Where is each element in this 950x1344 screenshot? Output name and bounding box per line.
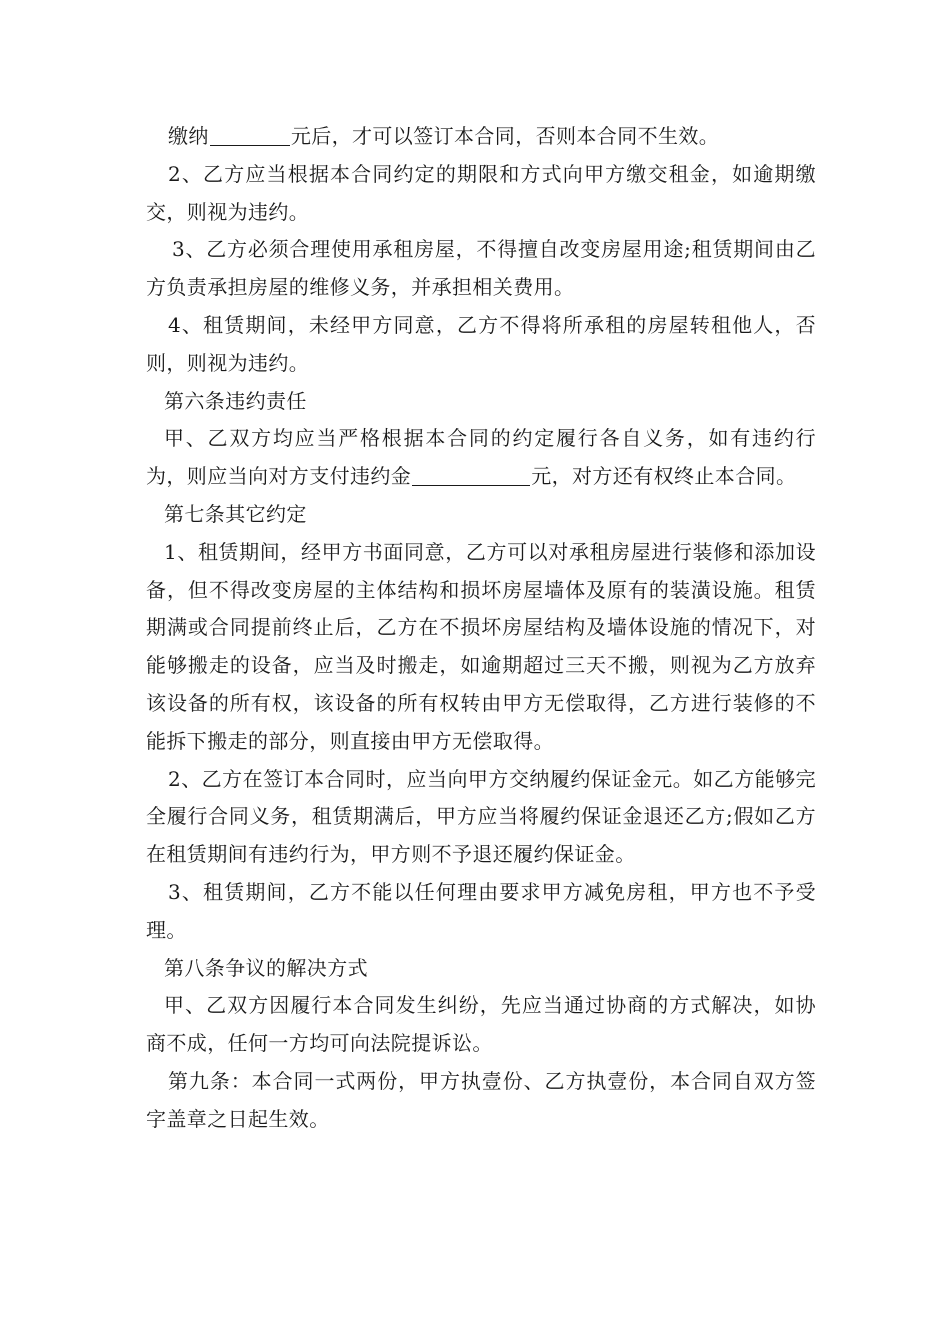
paragraph-liability	[146, 420, 816, 496]
paragraph-other-2: 2、乙方在签订本合同时，应当向甲方交纳履约保证金元。如乙方能够完全履行合同义务，租赁期满后，甲方应当将履约保证金退还乙方;假如乙方在租赁期间有违约行为，甲方则不予退还履约保证金。	[146, 766, 816, 867]
paragraph-other-3: 3、租赁期间，乙方不能以任何理由要求甲方减免房租，甲方也不予受理。	[146, 879, 816, 942]
blank-line	[210, 123, 290, 146]
section-heading-6: 第六条违约责任	[164, 388, 307, 413]
blank-line	[412, 463, 530, 486]
document-page	[146, 118, 816, 1139]
section-heading-8: 第八条争议的解决方式	[164, 955, 368, 980]
paragraph-deposit	[146, 118, 816, 156]
text-segment: 缴纳	[168, 124, 209, 148]
section-heading-7: 第七条其它约定	[164, 501, 307, 526]
paragraph-article-9: 第九条：本合同一式两份，甲方执壹份、乙方执壹份，本合同自双方签字盖章之日起生效。	[146, 1068, 816, 1131]
paragraph-other-1: 1、租赁期间，经甲方书面同意，乙方可以对承租房屋进行装修和添加设备，但不得改变房屋的主体结构和损坏房屋墙体及原有的装潢设施。租赁期满或合同提前终止后，乙方在不损坏房屋结构及墙体设施的情况下，对能够搬走的设备，应当及时搬走，如逾期超过三天不搬，则视为乙方放弃该设备的所有权，该设备的所有权转由甲方无偿取得，乙方进行装修的不能拆下搬走的部分，则直接由甲方无偿取得。	[146, 539, 816, 753]
paragraph-item-3: 3、乙方必须合理使用承租房屋，不得擅自改变房屋用途;租赁期间由乙方负责承担房屋的维修义务，并承担相关费用。	[146, 237, 816, 300]
paragraph-item-4: 4、租赁期间，未经甲方同意，乙方不得将所承租的房屋转租他人，否则，则视为违约。	[146, 312, 816, 375]
text-segment: 元，对方还有权终止本合同。	[531, 464, 797, 489]
paragraph-item-2: 2、乙方应当根据本合同约定的期限和方式向甲方缴交租金，如逾期缴交，则视为违约。	[146, 161, 816, 224]
text-segment: 元后，才可以签订本合同，否则本合同不生效。	[290, 124, 720, 148]
text-segment: 甲、乙双方均应当严格根据本合同的约定履行各自义务，如有违约行为，则应当向对方支付违约金	[146, 426, 816, 489]
paragraph-dispute: 甲、乙双方因履行本合同发生纠纷，先应当通过协商的方式解决，如协商不成，任何一方均可向法院提诉讼。	[146, 993, 816, 1056]
